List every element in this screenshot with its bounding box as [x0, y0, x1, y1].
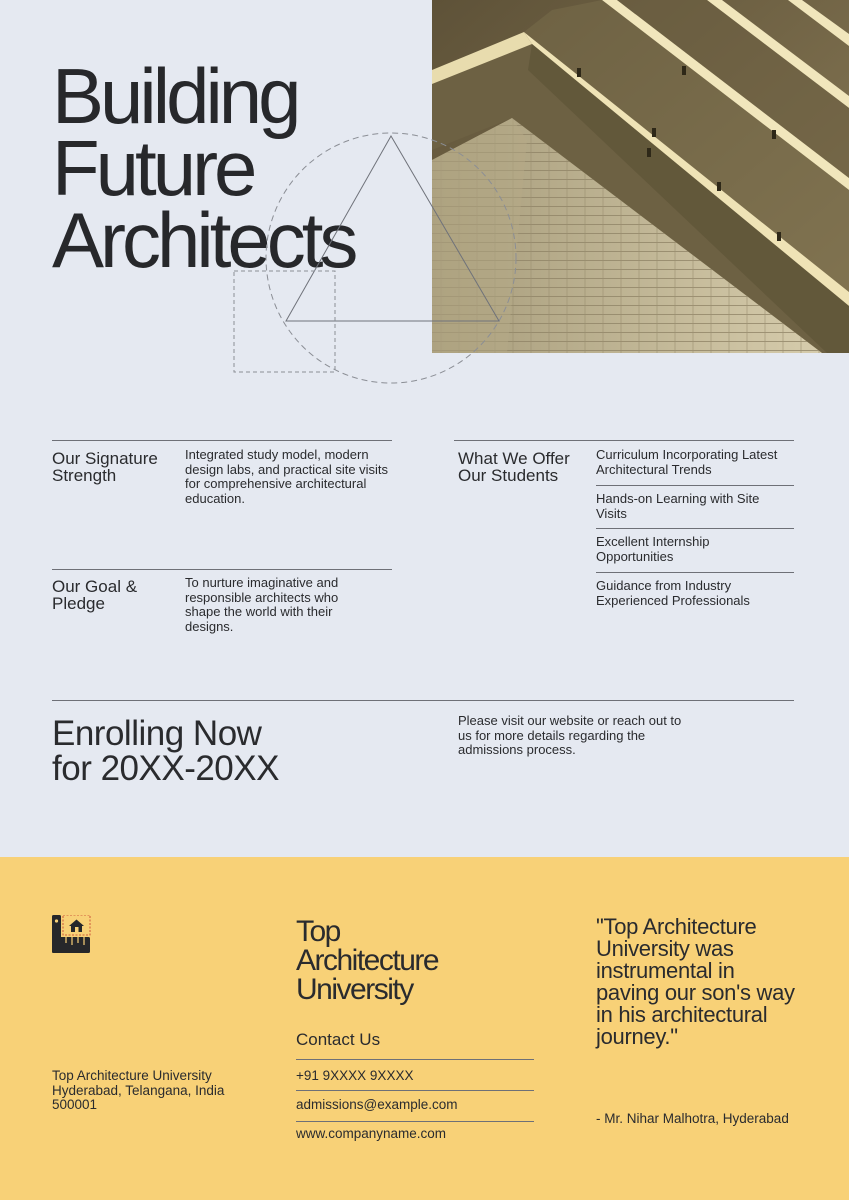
testimonial-quote: "Top Architecture University was instrumental in paving our son's way in his architectural journey.": [596, 914, 795, 1049]
ruler-house-icon: [52, 915, 92, 955]
offer-item: Curriculum Incorporating Latest Architectural Trends: [596, 447, 778, 477]
divider: [454, 440, 794, 441]
divider: [52, 700, 794, 701]
address: [52, 1069, 252, 1113]
divider: [296, 1121, 534, 1122]
university-line: Top: [296, 915, 340, 948]
goal-text: To nurture imaginative and responsible architects who shape the world with their designs.: [185, 575, 339, 634]
divider: [596, 485, 794, 486]
university-line: University: [296, 973, 413, 1006]
email-link[interactable]: admissions@example.com: [296, 1097, 458, 1112]
title-line-3: Architects: [52, 196, 355, 284]
title-line-1: Building: [52, 52, 298, 140]
enroll-heading: [52, 716, 279, 786]
divider: [596, 528, 794, 529]
address-line: Hyderabad, Telangana, India: [52, 1082, 225, 1098]
building-photo: [432, 0, 849, 353]
address-line: 500001: [52, 1097, 98, 1112]
offer-item: Excellent Internship Opportunities: [596, 534, 710, 564]
footer: [0, 857, 849, 1200]
contact-heading: Contact Us: [296, 1030, 381, 1049]
enroll-note: Please visit our website or reach out to us for more details regarding the admissions process.: [458, 713, 682, 757]
strength-label: Our Signature Strength: [52, 449, 158, 485]
university-line: Architecture: [296, 944, 439, 977]
offer-label: What We Offer Our Students: [458, 449, 570, 485]
phone-number[interactable]: +91 9XXXX 9XXXX: [296, 1068, 414, 1083]
divider: [52, 569, 392, 570]
divider: [296, 1059, 534, 1060]
title-line-2: Future: [52, 124, 254, 212]
enroll-line-1: Enrolling Now: [52, 714, 262, 753]
goal-label: Our Goal & Pledge: [52, 577, 138, 613]
address-line: Top Architecture University: [52, 1068, 212, 1083]
offer-item: Guidance from Industry Experienced Professionals: [596, 578, 750, 608]
strength-text: Integrated study model, modern design labs, and practical site visits for comprehensive architectural education.: [185, 447, 389, 506]
enroll-line-2: for 20XX-20XX: [52, 749, 279, 788]
testimonial-author: - Mr. Nihar Malhotra, Hyderabad: [596, 1111, 789, 1126]
divider: [596, 572, 794, 573]
website-link[interactable]: www.companyname.com: [296, 1126, 447, 1141]
divider: [52, 440, 392, 441]
divider: [296, 1090, 534, 1091]
page-title: [52, 52, 472, 284]
offer-item: Hands-on Learning with Site Visits: [596, 491, 760, 521]
university-name: [296, 917, 536, 1004]
